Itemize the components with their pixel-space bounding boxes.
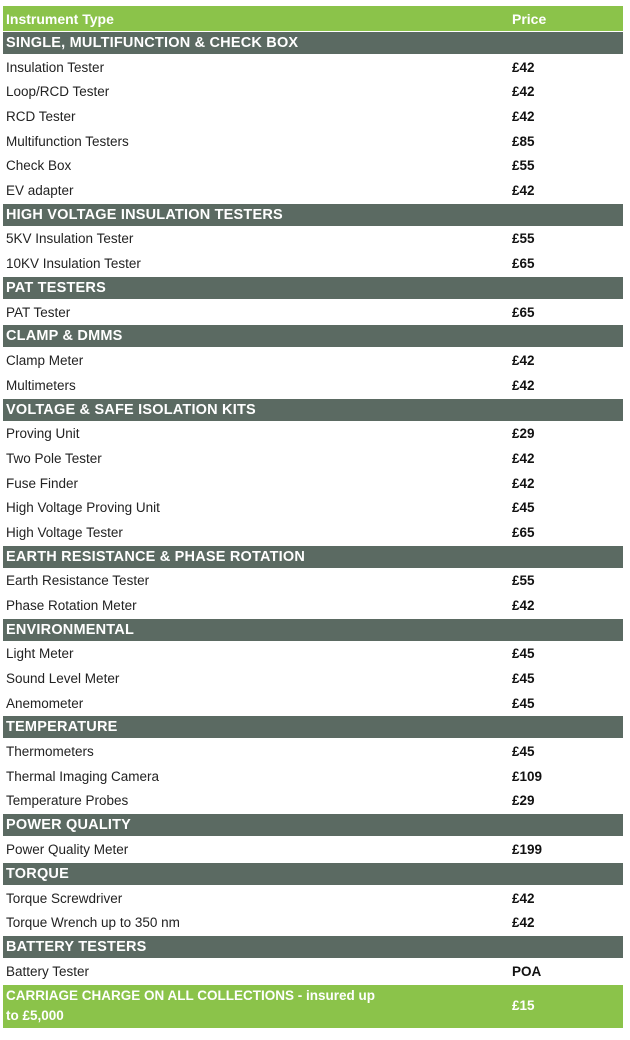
instrument-name: Check Box xyxy=(6,158,72,174)
table-row xyxy=(3,227,623,252)
instrument-name: Sound Level Meter xyxy=(6,671,120,687)
instrument-name: Light Meter xyxy=(6,646,74,662)
table-row xyxy=(3,837,623,862)
instrument-price: £45 xyxy=(512,646,535,662)
section-title: PAT TESTERS xyxy=(6,279,106,296)
instrument-price: £42 xyxy=(512,84,535,100)
section-title: TEMPERATURE xyxy=(6,719,118,736)
instrument-type-header: Instrument Type xyxy=(6,10,114,27)
instrument-name: 10KV Insulation Tester xyxy=(6,255,141,271)
instrument-price: £42 xyxy=(512,59,535,75)
section-title: BATTERY TESTERS xyxy=(6,939,147,956)
table-row xyxy=(3,373,623,398)
price-header: Price xyxy=(512,10,547,27)
instrument-price: £85 xyxy=(512,133,535,149)
section-heading xyxy=(3,545,623,569)
instrument-name: Thermal Imaging Camera xyxy=(6,768,160,784)
instrument-name: Insulation Tester xyxy=(6,59,105,75)
instrument-name: PAT Tester xyxy=(6,304,71,320)
instrument-price: £65 xyxy=(512,255,535,271)
instrument-price: £42 xyxy=(512,353,535,369)
instrument-price: £65 xyxy=(512,304,535,320)
instrument-price: £199 xyxy=(512,842,543,858)
table-row xyxy=(3,691,623,716)
table-row xyxy=(3,495,623,520)
instrument-price: £29 xyxy=(512,793,535,809)
table-row xyxy=(3,153,623,178)
instrument-price: £45 xyxy=(512,671,535,687)
section-title: HIGH VOLTAGE INSULATION TESTERS xyxy=(6,206,283,223)
section-heading xyxy=(3,276,623,300)
table-row xyxy=(3,666,623,691)
carriage-charge-line-2: to £5,000 xyxy=(6,1008,64,1024)
instrument-price: £55 xyxy=(512,573,535,589)
section-title: VOLTAGE & SAFE ISOLATION KITS xyxy=(6,401,256,418)
table-row xyxy=(3,959,623,984)
instrument-name: Torque Wrench up to 350 nm xyxy=(6,915,180,931)
instrument-name: Multifunction Testers xyxy=(6,133,129,149)
table-row xyxy=(3,593,623,618)
instrument-price: £42 xyxy=(512,890,535,906)
instrument-price: £65 xyxy=(512,524,535,540)
instrument-price: £109 xyxy=(512,768,543,784)
table-row xyxy=(3,471,623,496)
section-heading xyxy=(3,813,623,837)
instrument-name: Power Quality Meter xyxy=(6,842,129,858)
instrument-name: Torque Screwdriver xyxy=(6,890,123,906)
price-table xyxy=(3,6,623,1028)
table-row xyxy=(3,422,623,447)
section-heading xyxy=(3,203,623,227)
table-row xyxy=(3,569,623,594)
instrument-name: Two Pole Tester xyxy=(6,450,102,466)
section-heading xyxy=(3,715,623,739)
section-title: CLAMP & DMMS xyxy=(6,328,123,345)
section-heading xyxy=(3,398,623,422)
section-heading xyxy=(3,935,623,959)
table-header xyxy=(3,6,623,31)
instrument-name: Phase Rotation Meter xyxy=(6,597,137,613)
instrument-price: £55 xyxy=(512,158,535,174)
instrument-price: £42 xyxy=(512,108,535,124)
instrument-name: High Voltage Tester xyxy=(6,524,123,540)
instrument-name: Temperature Probes xyxy=(6,793,129,809)
carriage-charge-price: £15 xyxy=(512,998,535,1014)
instrument-price: £42 xyxy=(512,450,535,466)
carriage-charge-line-1: CARRIAGE CHARGE ON ALL COLLECTIONS - insured up xyxy=(6,988,376,1004)
table-row xyxy=(3,764,623,789)
instrument-name: Loop/RCD Tester xyxy=(6,84,110,100)
table-body xyxy=(3,31,623,984)
instrument-name: Battery Tester xyxy=(6,963,90,979)
instrument-name: Multimeters xyxy=(6,377,76,393)
table-row xyxy=(3,104,623,129)
table-row xyxy=(3,348,623,373)
instrument-price: £45 xyxy=(512,500,535,516)
table-row xyxy=(3,178,623,203)
table-row xyxy=(3,886,623,911)
instrument-name: 5KV Insulation Tester xyxy=(6,231,134,247)
section-title: EARTH RESISTANCE & PHASE ROTATION xyxy=(6,548,306,565)
instrument-name: Fuse Finder xyxy=(6,475,79,491)
instrument-name: Proving Unit xyxy=(6,426,80,442)
table-row xyxy=(3,129,623,154)
instrument-name: Clamp Meter xyxy=(6,353,84,369)
section-heading xyxy=(3,324,623,348)
instrument-name: Thermometers xyxy=(6,744,94,760)
instrument-price: £42 xyxy=(512,182,535,198)
instrument-price: £45 xyxy=(512,744,535,760)
instrument-name: Anemometer xyxy=(6,695,84,711)
instrument-price: £55 xyxy=(512,231,535,247)
instrument-name: High Voltage Proving Unit xyxy=(6,500,160,516)
instrument-price: £42 xyxy=(512,915,535,931)
table-row xyxy=(3,520,623,545)
table-row xyxy=(3,251,623,276)
table-row xyxy=(3,446,623,471)
table-row xyxy=(3,789,623,814)
table-row xyxy=(3,910,623,935)
table-row xyxy=(3,55,623,80)
instrument-name: Earth Resistance Tester xyxy=(6,573,150,589)
table-row xyxy=(3,642,623,667)
instrument-name: RCD Tester xyxy=(6,108,76,124)
instrument-name: EV adapter xyxy=(6,182,74,198)
instrument-price: £29 xyxy=(512,426,535,442)
section-title: SINGLE, MULTIFUNCTION & CHECK BOX xyxy=(6,35,299,51)
section-title: TORQUE xyxy=(6,865,69,882)
section-heading xyxy=(3,862,623,886)
table-row xyxy=(3,739,623,764)
instrument-price: £45 xyxy=(512,695,535,711)
instrument-price: £42 xyxy=(512,475,535,491)
section-heading xyxy=(3,618,623,642)
instrument-price: POA xyxy=(512,963,542,979)
instrument-price: £42 xyxy=(512,377,535,393)
section-title: ENVIRONMENTAL xyxy=(6,621,134,638)
table-row xyxy=(3,80,623,105)
carriage-charge-text xyxy=(3,984,456,1028)
instrument-price: £42 xyxy=(512,597,535,613)
table-row xyxy=(3,300,623,325)
section-heading xyxy=(3,31,623,55)
section-title: POWER QUALITY xyxy=(6,817,132,834)
carriage-charge-row xyxy=(3,984,623,1028)
